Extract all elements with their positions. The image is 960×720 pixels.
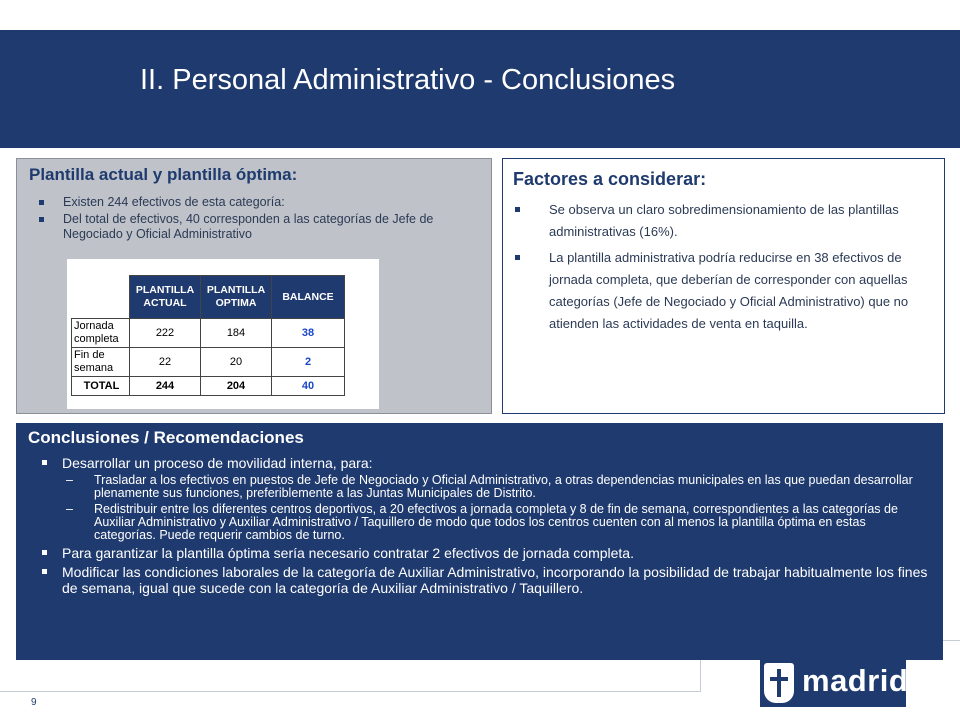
bullet-text: La plantilla administrativa podría reducirse en 38 efectivos de jornada completa, que deberían de corresponder con aquellas categorías (Jefe de Negociado y Oficial Administrativo) que no atienden las actividades de venta en taquilla.	[549, 250, 909, 331]
cell-balance: 2	[272, 348, 345, 377]
sub-list-item	[52, 474, 931, 500]
bullet-text: Existen 244 efectivos de esta categoría:	[63, 195, 285, 209]
subitem-text: Trasladar a los efectivos en puestos de Jefe de Negociado y Oficial Administrativo, a otras dependencias municipales en las que puedan desarrollar plenamente sus funciones, preferiblemente a las Juntas Municipales de Distrito.	[94, 473, 913, 500]
table-total-row	[72, 377, 345, 396]
cell-actual: 222	[130, 319, 201, 348]
cell-actual: 22	[130, 348, 201, 377]
total-label: TOTAL	[72, 377, 130, 396]
factors-panel	[502, 158, 945, 414]
subitem-text: Redistribuir entre los diferentes centros deportivos, a 20 efectivos a jornada completa y 8 de fin de semana, correspondientes a las categorías de Auxiliar Administrativo y Auxiliar Administrativo / Taquillero de modo que todos los centros cuenten con al menos la plantilla óptima en estas categorías. Puede requerir cambios de turno.	[94, 502, 898, 542]
current-vs-optimal-heading: Plantilla actual y plantilla óptima:	[29, 165, 298, 184]
mobility-subitems	[62, 474, 931, 542]
current-vs-optimal-panel	[16, 158, 492, 414]
sub-list-item	[52, 503, 931, 542]
bullet-text: Se observa un claro sobredimensionamiento de las plantillas administrativas (16%).	[549, 202, 899, 239]
list-item	[509, 199, 924, 243]
logo-text: madrid	[802, 663, 909, 698]
factors-bullets	[509, 199, 924, 339]
dash-bullet: –	[66, 473, 73, 487]
table-row	[72, 348, 345, 377]
footer-divider	[0, 691, 700, 692]
cell-balance: 38	[272, 319, 345, 348]
bullet-square-icon	[42, 550, 47, 555]
total-optima: 204	[201, 377, 272, 396]
bullet-square-icon	[39, 200, 44, 205]
bullet-text: Para garantizar la plantilla óptima sería necesario contratar 2 efectivos de jornada completa.	[62, 545, 634, 561]
list-item	[26, 455, 931, 542]
column-header-balance: BALANCE	[272, 276, 345, 319]
bullet-text: Del total de efectivos, 40 corresponden a las categorías de Jefe de Negociado y Oficial Administrativo	[63, 212, 434, 241]
conclusions-list	[26, 455, 931, 599]
staffing-table-image	[67, 259, 379, 409]
factors-heading: Factores a considerar:	[513, 169, 707, 189]
total-actual: 244	[130, 377, 201, 396]
list-item	[26, 545, 931, 561]
cell-optima: 184	[201, 319, 272, 348]
conclusions-panel	[16, 423, 943, 660]
dash-bullet: –	[66, 502, 73, 516]
bullet-square-icon	[42, 460, 47, 465]
staffing-table	[71, 275, 345, 396]
list-item	[509, 247, 924, 335]
bullet-text: Desarrollar un proceso de movilidad interna, para:	[62, 455, 373, 471]
row-label: Fin de semana	[72, 348, 130, 377]
list-item	[25, 212, 481, 242]
table-corner	[72, 276, 130, 319]
list-item	[26, 564, 931, 596]
table-row	[72, 319, 345, 348]
footer-divider-right	[943, 640, 960, 641]
column-header-actual: PLANTILLA ACTUAL	[130, 276, 201, 319]
current-vs-optimal-bullets	[25, 195, 481, 244]
cell-optima: 20	[201, 348, 272, 377]
page-title: II. Personal Administrativo - Conclusiones	[140, 64, 676, 96]
total-balance: 40	[272, 377, 345, 396]
bullet-square-icon	[42, 569, 47, 574]
table-header-row	[72, 276, 345, 319]
column-header-optima: PLANTILLA OPTIMA	[201, 276, 272, 319]
bullet-square-icon	[39, 217, 44, 222]
page-number: 9	[31, 697, 37, 708]
madrid-crest-icon	[764, 663, 794, 703]
list-item	[25, 195, 481, 210]
title-banner	[0, 30, 960, 148]
row-label: Jornada completa	[72, 319, 130, 348]
conclusions-heading: Conclusiones / Recomendaciones	[28, 428, 304, 447]
bullet-text: Modificar las condiciones laborales de la categoría de Auxiliar Administrativo, incorporando la posibilidad de trabajar habitualmente los fines de semana, igual que sucede con la categoría de Auxiliar Administrativo / Taquillero.	[62, 564, 928, 596]
madrid-logo	[760, 659, 909, 707]
bullet-square-icon	[515, 207, 520, 212]
bullet-square-icon	[515, 255, 520, 260]
footer-divider-vertical	[700, 660, 701, 692]
